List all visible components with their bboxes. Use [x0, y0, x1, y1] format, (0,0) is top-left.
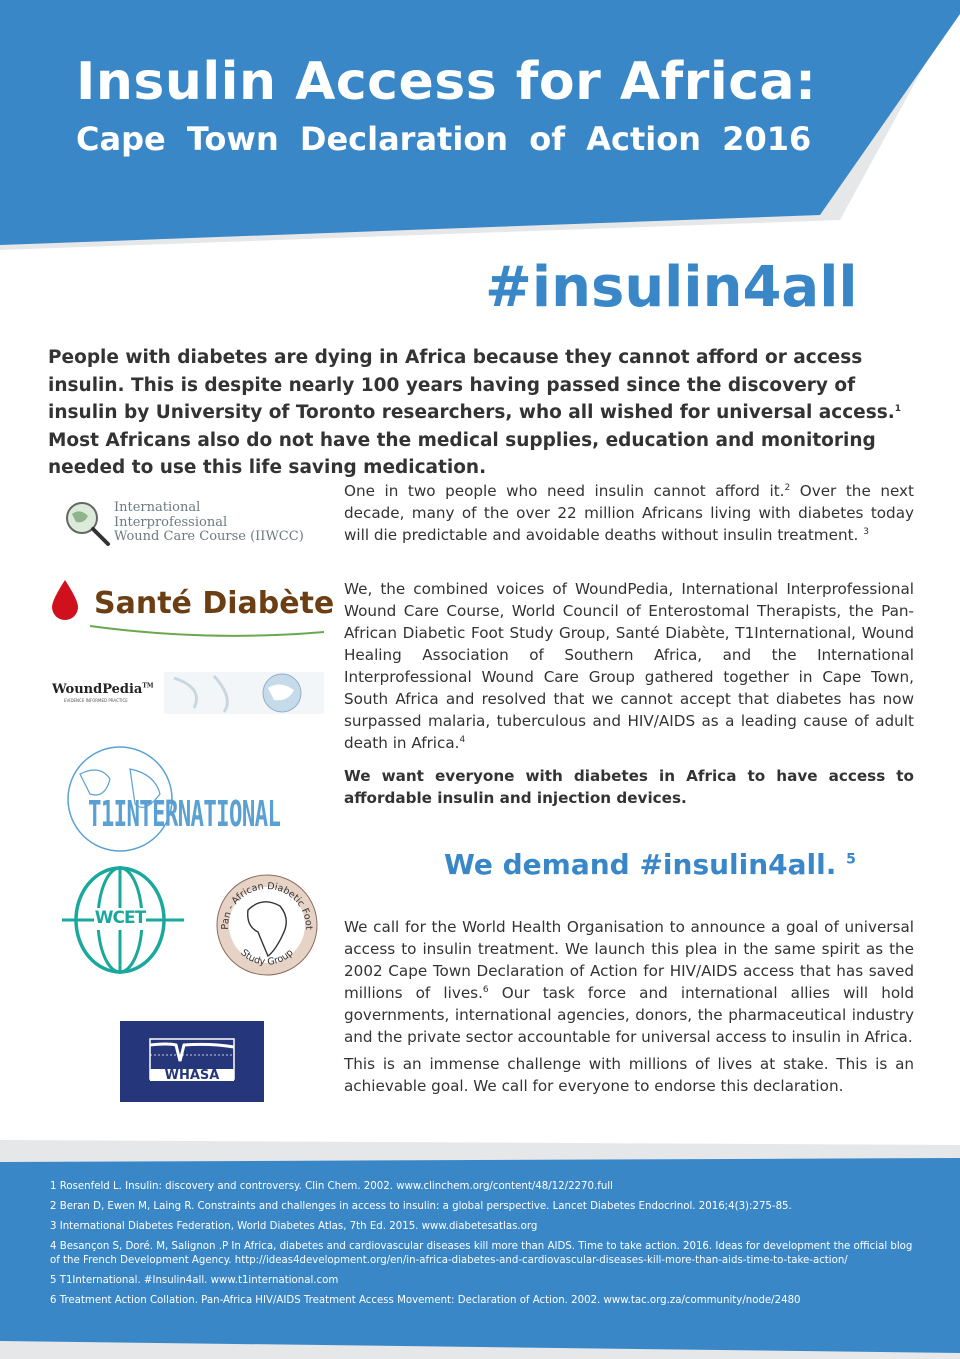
- svg-text:Study Group: Study Group: [238, 947, 296, 968]
- page-title: Insulin Access for Africa:: [76, 52, 817, 112]
- references-list: [50, 1180, 920, 1314]
- paragraph-call: We call for the World Health Organisation to announce a goal of universal access to insulin treatment. We launch this plea in the same spirit as the 2002 Cape Town Declaration of Action for HIV/AIDS access that has saved millions of lives.$^6$ Our task force and international allies will hold governments, international agencies, donors, the pharmaceutical industry and the private sector accountable for universal access to insulin in Africa.: [344, 918, 914, 1046]
- reference-item: 4 Besançon S, Doré. M, Salignon .P In Africa, diabetes and cardiovascular diseases kill more than AIDS. Time to take action. 2016. Ideas for development the official blog of the French Development Agency. http://ideas4development.org/en/in-africa-diabetes-and-cardiovascular-diseases-kill-more-than-aids-time-to-take-action/: [50, 1241, 913, 1266]
- wcet-logo: WCET: [58, 864, 188, 976]
- reference-item: 3 International Diabetes Federation, World Diabetes Atlas, 7th Ed. 2015. www.diabetesatlas.org: [50, 1221, 538, 1232]
- paragraph-want: We want everyone with diabetes in Africa to have access to affordable insulin and injection devices.: [344, 767, 914, 807]
- reference-item: 5 T1International. #Insulin4all. www.t1international.com: [50, 1275, 339, 1286]
- page-subtitle: Cape Town Declaration of Action 2016: [76, 120, 812, 158]
- paragraph-coalition: We, the combined voices of WoundPedia, International Interprofessional Wound Care Course, World Council of Enterostomal Therapists, the Pan-African Diabetic Foot Study Group, Santé Diabète, T1International, Wound Healing Association of Southern Africa, and the International Interprofessional Wound Care Group gathered together in Cape Town, South Africa and resolved that we cannot accept that diabetes has now surpassed malaria, tuberculous and HIV/AIDS as a leading cause of adult death in Africa.$^4$: [344, 580, 914, 752]
- reference-item: 1 Rosenfeld L. Insulin: discovery and controversy. Clin Chem. 2002. www.clinchem.org/content/48/12/2270.full: [50, 1181, 613, 1192]
- blood-drop-icon: [48, 578, 82, 622]
- svg-text:Pan - African Diabetic Foot: Pan - African Diabetic Foot: [219, 880, 315, 930]
- hashtag-heading: #insulin4all: [485, 255, 858, 320]
- wave-icon: [120, 1021, 264, 1102]
- reference-item: 2 Beran D, Ewen M, Laing R. Constraints and challenges in access to insulin: a global perspective. Lancet Diabetes Endocrinol. 2016;4(3):275-85.: [50, 1201, 792, 1212]
- padfsg-logo: [214, 872, 320, 978]
- globe-map-icon: [164, 668, 324, 718]
- whasa-logo: WHASA: [120, 1021, 264, 1102]
- demand-heading: We demand #insulin4all. $^5$: [444, 848, 856, 881]
- magnifier-globe-icon: [62, 496, 114, 552]
- intro-paragraph: People with diabetes are dying in Africa because they cannot afford or access insulin. This is despite nearly 100 years having passed since the discovery of insulin by University of Toronto researchers, who all wished for universal access.$^1$ Most Africans also do not have the medical supplies, education and monitoring needed to use this life saving medication.: [48, 347, 902, 478]
- africa-foot-icon: [214, 872, 320, 978]
- iiwcc-logo: International Interprofessional Wound Care Course (IIWCC): [62, 496, 322, 552]
- paragraph-affordability: One in two people who need insulin cannot afford it.$^2$ Over the next decade, many of the over 22 million Africans living with diabetes today will die predictable and avoidable deaths without insulin treatment. $^3$: [344, 482, 914, 544]
- reference-item: 6 Treatment Action Collation. Pan-Africa HIV/AIDS Treatment Access Movement: Declaration of Action. 2002. www.tac.org.za/community/node/2480: [50, 1295, 801, 1306]
- woundpedia-logo: WoundPedia™ EVIDENCE INFORMED PRACTICE: [52, 668, 322, 718]
- t1international-logo: T1INTERNATIONAL: [50, 744, 322, 854]
- paragraph-challenge: This is an immense challenge with millions of lives at stake. This is an achievable goal. We call for everyone to endorse this declaration.: [344, 1055, 914, 1095]
- sante-diabete-logo: Santé Diabète: [48, 578, 328, 638]
